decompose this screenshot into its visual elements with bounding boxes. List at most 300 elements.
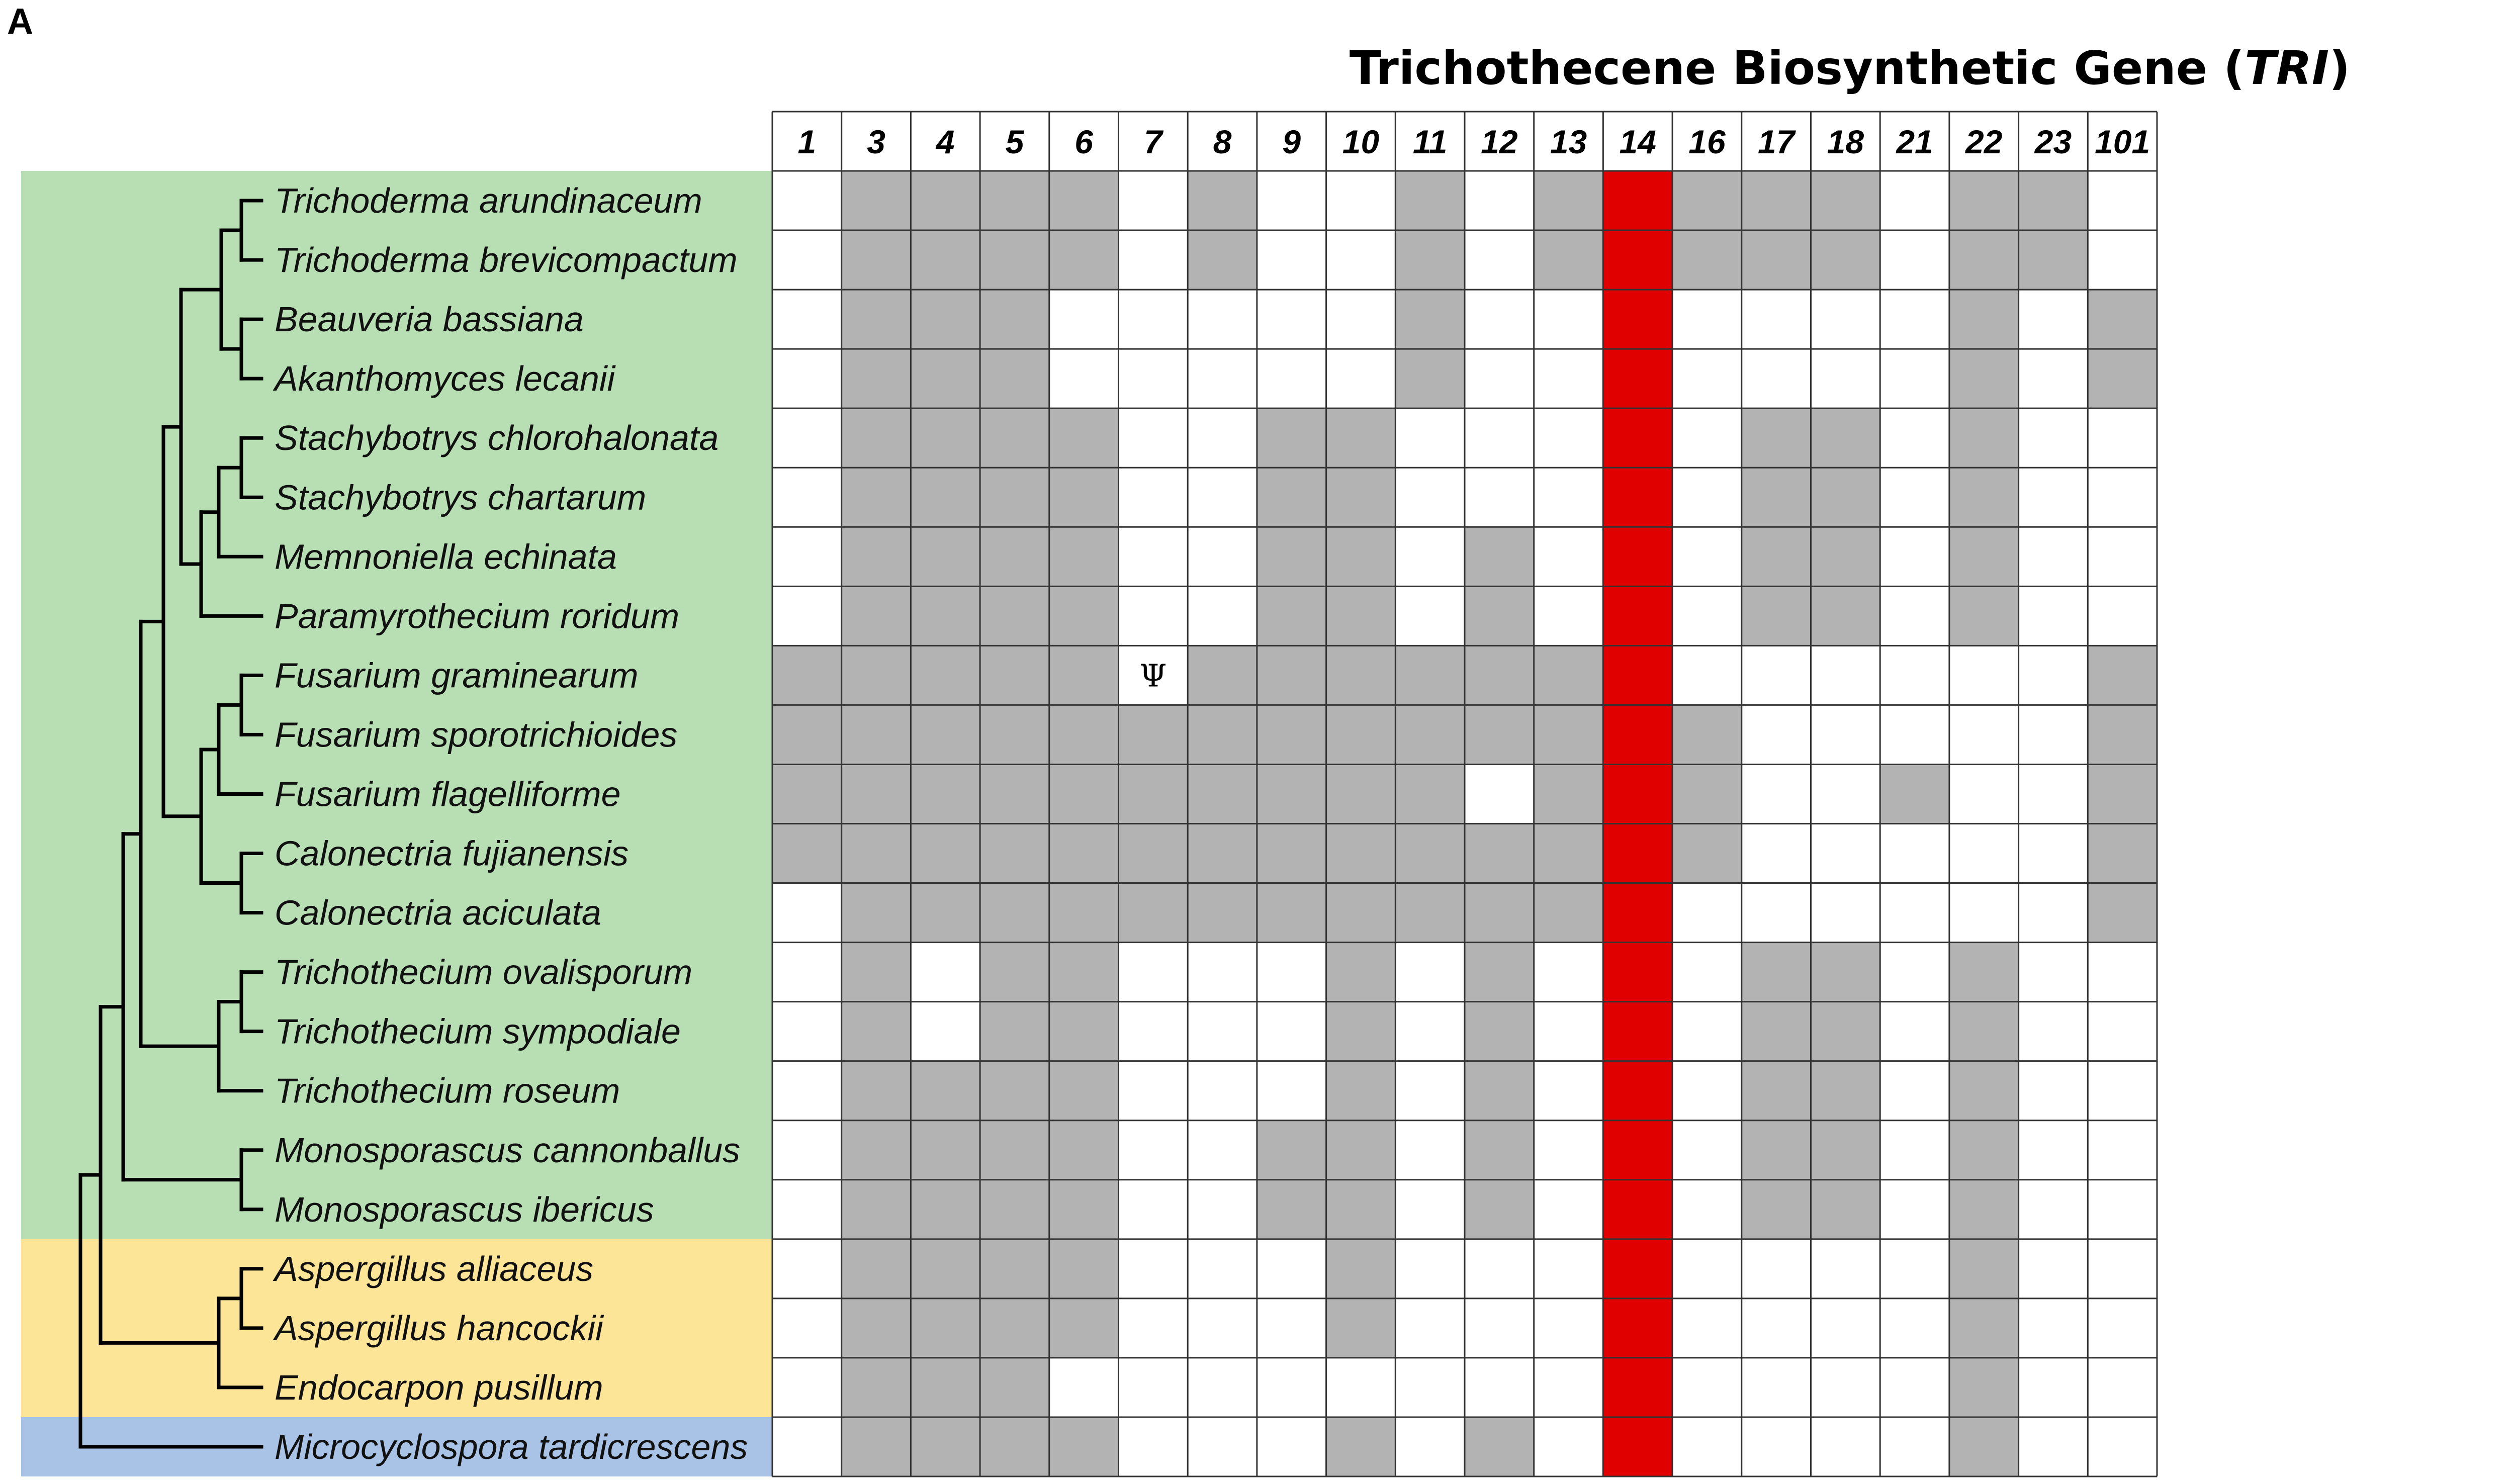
matrix-cell	[1049, 645, 1119, 705]
matrix-cell	[1880, 290, 1949, 349]
matrix-cell	[772, 764, 842, 823]
matrix-cell	[1465, 586, 1534, 645]
matrix-cell	[1534, 1239, 1603, 1298]
matrix-cell	[980, 883, 1049, 943]
matrix-cell	[1880, 1002, 1949, 1061]
matrix-cell	[1672, 171, 1742, 230]
matrix-cell	[980, 1180, 1049, 1239]
matrix-cell	[2088, 705, 2157, 764]
matrix-cell	[2019, 468, 2088, 527]
matrix-cell	[1880, 764, 1949, 823]
matrix-cell	[1672, 943, 1742, 1002]
matrix-cell	[842, 705, 911, 764]
matrix-cell	[1672, 230, 1742, 290]
matrix-cell	[1049, 408, 1119, 468]
matrix-cell	[1465, 408, 1534, 468]
matrix-cell	[1742, 290, 1811, 349]
matrix-cell	[1811, 290, 1880, 349]
matrix-cell	[1880, 1061, 1949, 1121]
matrix-cell	[1465, 1417, 1534, 1476]
matrix-cell	[2088, 1417, 2157, 1476]
gene-header-tri4: 4	[936, 123, 955, 160]
matrix-cell	[1603, 1121, 1672, 1180]
matrix-cell	[1603, 1298, 1672, 1358]
matrix-cell	[1949, 408, 2019, 468]
matrix-cell	[1257, 705, 1326, 764]
matrix-cell	[1465, 1121, 1534, 1180]
matrix-cell	[1326, 705, 1396, 764]
matrix-cell	[842, 290, 911, 349]
matrix-cell	[842, 1298, 911, 1358]
matrix-cell	[842, 1180, 911, 1239]
matrix-cell	[1949, 1417, 2019, 1476]
matrix-cell	[1880, 230, 1949, 290]
matrix-cell	[1880, 1298, 1949, 1358]
matrix-cell	[1119, 883, 1188, 943]
matrix-cell	[1949, 230, 2019, 290]
title-suffix: )	[2329, 41, 2351, 95]
matrix-cell	[1742, 468, 1811, 527]
matrix-cell	[1534, 824, 1603, 883]
pseudogene-marker: Ψ	[1139, 657, 1167, 694]
gene-header-tri16: 16	[1688, 123, 1726, 160]
matrix-cell	[1534, 1121, 1603, 1180]
matrix-cell	[1395, 705, 1465, 764]
matrix-cell	[1949, 824, 2019, 883]
matrix-cell	[1326, 764, 1396, 823]
matrix-cell	[772, 349, 842, 408]
matrix-cell	[842, 1417, 911, 1476]
matrix-cell	[980, 1298, 1049, 1358]
matrix-cell	[1326, 290, 1396, 349]
matrix-cell	[1534, 230, 1603, 290]
matrix-cell	[1880, 1239, 1949, 1298]
matrix-cell	[842, 1358, 911, 1417]
matrix-cell	[1811, 883, 1880, 943]
matrix-cell	[842, 230, 911, 290]
matrix-cell	[1049, 824, 1119, 883]
matrix-cell	[911, 171, 980, 230]
gene-header-tri3: 3	[867, 123, 885, 160]
matrix-cell	[1395, 290, 1465, 349]
matrix-cell	[842, 408, 911, 468]
matrix-cell	[1188, 408, 1257, 468]
matrix-cell	[772, 1061, 842, 1121]
matrix-cell	[842, 824, 911, 883]
matrix-cell	[1257, 1417, 1326, 1476]
matrix-cell	[2088, 1180, 2157, 1239]
matrix-cell	[772, 1417, 842, 1476]
matrix-cell	[1395, 824, 1465, 883]
matrix-cell	[1188, 645, 1257, 705]
matrix-cell	[2019, 1239, 2088, 1298]
matrix-cell	[1672, 705, 1742, 764]
matrix-cell	[1188, 1121, 1257, 1180]
matrix-cell	[1119, 1180, 1188, 1239]
matrix-cell	[911, 1002, 980, 1061]
species-label: Paramyrothecium roridum	[275, 596, 680, 636]
matrix-cell	[1465, 705, 1534, 764]
matrix-cell	[1603, 1358, 1672, 1417]
matrix-cell	[2088, 230, 2157, 290]
matrix-cell	[1880, 645, 1949, 705]
matrix-cell	[1603, 586, 1672, 645]
matrix-cell	[980, 764, 1049, 823]
matrix-cell	[1257, 1180, 1326, 1239]
matrix-cell	[772, 824, 842, 883]
matrix-cell	[980, 230, 1049, 290]
matrix-cell	[2019, 764, 2088, 823]
matrix-cell	[1188, 527, 1257, 586]
matrix-cell	[1672, 1061, 1742, 1121]
matrix-cell	[1672, 764, 1742, 823]
matrix-cell	[1326, 468, 1396, 527]
matrix-cell	[1811, 705, 1880, 764]
matrix-cell	[1880, 1180, 1949, 1239]
species-label: Aspergillus hancockii	[275, 1308, 603, 1348]
matrix-cell	[911, 230, 980, 290]
matrix-cell	[1326, 171, 1396, 230]
matrix-cell	[1672, 883, 1742, 943]
species-label: Calonectria fujianensis	[275, 833, 629, 873]
matrix-cell	[1742, 943, 1811, 1002]
matrix-cell	[911, 290, 980, 349]
matrix-cell	[1119, 824, 1188, 883]
matrix-cell	[1672, 1121, 1742, 1180]
matrix-cell	[2088, 764, 2157, 823]
matrix-cell	[1742, 1239, 1811, 1298]
matrix-cell	[1257, 645, 1326, 705]
matrix-cell	[980, 527, 1049, 586]
matrix-cell	[1465, 883, 1534, 943]
matrix-cell	[1395, 943, 1465, 1002]
matrix-cell	[980, 1358, 1049, 1417]
matrix-cell	[1395, 408, 1465, 468]
matrix-cell	[772, 408, 842, 468]
matrix-cell	[1465, 171, 1534, 230]
matrix-cell	[1326, 1121, 1396, 1180]
matrix-cell	[1811, 1239, 1880, 1298]
matrix-cell	[2019, 1180, 2088, 1239]
matrix-cell	[911, 1239, 980, 1298]
matrix-cell	[1742, 171, 1811, 230]
matrix-cell	[1119, 349, 1188, 408]
matrix-cell	[1257, 1358, 1326, 1417]
matrix-cell	[1465, 468, 1534, 527]
matrix-cell	[1742, 1002, 1811, 1061]
matrix-cell	[1811, 527, 1880, 586]
matrix-cell	[911, 943, 980, 1002]
matrix-cell	[1395, 645, 1465, 705]
matrix-cell	[2088, 290, 2157, 349]
matrix-cell	[1257, 290, 1326, 349]
matrix-cell	[772, 1002, 842, 1061]
matrix-cell	[2088, 1239, 2157, 1298]
matrix-cell	[1465, 290, 1534, 349]
matrix-cell	[911, 1121, 980, 1180]
matrix-cell	[1811, 586, 1880, 645]
matrix-cell	[1049, 290, 1119, 349]
matrix-cell	[1119, 586, 1188, 645]
species-label: Calonectria aciculata	[275, 893, 601, 933]
matrix-cell	[1465, 1298, 1534, 1358]
matrix-cell	[911, 349, 980, 408]
matrix-cell	[1811, 764, 1880, 823]
species-label: Fusarium sporotrichioides	[275, 715, 678, 755]
matrix-cell	[1742, 824, 1811, 883]
matrix-cell	[1880, 1121, 1949, 1180]
matrix-cell	[1672, 527, 1742, 586]
gene-header-tri22: 22	[1965, 123, 2003, 160]
matrix-cell	[1672, 645, 1742, 705]
matrix-cell	[1326, 943, 1396, 1002]
matrix-cell	[1811, 230, 1880, 290]
matrix-cell	[1672, 586, 1742, 645]
matrix-cell	[1534, 468, 1603, 527]
matrix-cell	[1811, 1180, 1880, 1239]
matrix-cell	[1949, 171, 2019, 230]
matrix-cell	[1119, 764, 1188, 823]
matrix-cell	[1326, 1180, 1396, 1239]
matrix-cell	[1880, 468, 1949, 527]
gene-header-tri101: 101	[2095, 123, 2150, 160]
matrix-cell	[1603, 1002, 1672, 1061]
matrix-cell	[1949, 349, 2019, 408]
matrix-cell	[1049, 1180, 1119, 1239]
matrix-cell	[1395, 527, 1465, 586]
matrix-cell	[842, 764, 911, 823]
matrix-cell	[980, 1417, 1049, 1476]
matrix-cell	[1326, 527, 1396, 586]
matrix-cell	[1119, 1061, 1188, 1121]
matrix-cell	[1465, 1002, 1534, 1061]
matrix-cell	[1326, 586, 1396, 645]
matrix-cell	[2088, 1002, 2157, 1061]
matrix-cell	[2019, 943, 2088, 1002]
matrix-cell	[1049, 1061, 1119, 1121]
matrix-cell	[1049, 1417, 1119, 1476]
species-label: Stachybotrys chartarum	[275, 478, 647, 517]
matrix-cell	[2088, 468, 2157, 527]
matrix-cell	[1395, 230, 1465, 290]
matrix-cell	[1326, 408, 1396, 468]
matrix-cell	[2088, 645, 2157, 705]
matrix-cell	[1672, 824, 1742, 883]
matrix-cell	[1188, 764, 1257, 823]
matrix-cell	[1188, 468, 1257, 527]
matrix-cell	[1188, 705, 1257, 764]
matrix-cell	[2019, 1061, 2088, 1121]
matrix-cell	[772, 1298, 842, 1358]
matrix-cell	[772, 1121, 842, 1180]
matrix-cell	[1672, 1180, 1742, 1239]
matrix-cell	[772, 290, 842, 349]
matrix-cell	[1257, 230, 1326, 290]
matrix-cell	[1049, 1358, 1119, 1417]
matrix-cell	[842, 527, 911, 586]
matrix-cell	[842, 883, 911, 943]
matrix-cell	[1049, 1298, 1119, 1358]
matrix-cell	[1257, 1239, 1326, 1298]
gene-header-tri17: 17	[1757, 123, 1795, 160]
matrix-cell	[842, 1061, 911, 1121]
matrix-cell	[980, 1239, 1049, 1298]
matrix-cell	[1188, 824, 1257, 883]
matrix-cell	[1949, 1298, 2019, 1358]
gene-headers	[797, 123, 2150, 160]
matrix-cell	[772, 468, 842, 527]
matrix-cell	[842, 349, 911, 408]
matrix-cell	[911, 1061, 980, 1121]
matrix-cell	[911, 705, 980, 764]
matrix-cell	[842, 586, 911, 645]
matrix-cell	[2019, 1121, 2088, 1180]
matrix-cell	[1326, 645, 1396, 705]
matrix-cell	[1949, 943, 2019, 1002]
matrix-cell	[980, 586, 1049, 645]
matrix-cell	[911, 586, 980, 645]
matrix-cell	[1880, 824, 1949, 883]
matrix-cell	[980, 645, 1049, 705]
matrix-cell	[842, 1121, 911, 1180]
matrix-cell	[1949, 586, 2019, 645]
matrix-cell	[772, 705, 842, 764]
matrix-cell	[2019, 349, 2088, 408]
matrix-cell	[1949, 1239, 2019, 1298]
matrix-cell	[2019, 1358, 2088, 1417]
matrix-cell	[1395, 1121, 1465, 1180]
matrix-cell	[1257, 527, 1326, 586]
matrix-cell	[1949, 468, 2019, 527]
matrix-cell	[1880, 1417, 1949, 1476]
matrix-cell	[1603, 290, 1672, 349]
matrix-cell	[2019, 230, 2088, 290]
matrix-cell	[772, 171, 842, 230]
matrix-cell	[1049, 468, 1119, 527]
matrix-cell	[1811, 408, 1880, 468]
species-label: Memnoniella echinata	[275, 537, 617, 577]
matrix-cell	[1119, 1358, 1188, 1417]
gene-header-tri10: 10	[1342, 123, 1380, 160]
matrix-cell	[1326, 824, 1396, 883]
matrix-cell	[1811, 1417, 1880, 1476]
matrix-cell	[1257, 1061, 1326, 1121]
matrix-cell	[1811, 1298, 1880, 1358]
matrix-cell	[1949, 1180, 2019, 1239]
matrix-cell	[1603, 230, 1672, 290]
species-label: Trichothecium sympodiale	[275, 1011, 681, 1051]
species-label: Monosporascus cannonballus	[275, 1130, 741, 1170]
matrix-cell	[1257, 824, 1326, 883]
matrix-cell	[1603, 645, 1672, 705]
matrix-cell	[1326, 1298, 1396, 1358]
matrix-cell	[1188, 586, 1257, 645]
matrix-cell	[1603, 943, 1672, 1002]
gene-header-tri18: 18	[1827, 123, 1864, 160]
matrix-cell	[1326, 230, 1396, 290]
matrix-cell	[1603, 824, 1672, 883]
matrix-cell	[911, 1358, 980, 1417]
matrix-cell	[2088, 408, 2157, 468]
matrix-cell	[1534, 764, 1603, 823]
matrix-cell	[1880, 943, 1949, 1002]
matrix-cell	[1811, 1358, 1880, 1417]
matrix-cell	[1119, 468, 1188, 527]
matrix-cell	[1465, 764, 1534, 823]
matrix-cell	[1395, 1180, 1465, 1239]
matrix-cell	[1603, 883, 1672, 943]
matrix-cell	[772, 883, 842, 943]
matrix-cell	[772, 586, 842, 645]
matrix-cell	[1188, 290, 1257, 349]
matrix-cell	[1603, 1417, 1672, 1476]
matrix-cell	[1603, 349, 1672, 408]
matrix-cell	[1672, 408, 1742, 468]
matrix-cell	[911, 527, 980, 586]
matrix-cell	[1257, 1121, 1326, 1180]
matrix-cell	[1949, 1121, 2019, 1180]
matrix-cell	[2019, 824, 2088, 883]
matrix-cell	[772, 943, 842, 1002]
matrix-cell	[1534, 527, 1603, 586]
matrix-cell	[1188, 230, 1257, 290]
matrix-cell	[1603, 1180, 1672, 1239]
matrix-cell	[1326, 1061, 1396, 1121]
matrix-cell	[1465, 230, 1534, 290]
matrix-cell	[842, 171, 911, 230]
matrix-cell	[911, 468, 980, 527]
species-label: Aspergillus alliaceus	[275, 1249, 594, 1288]
matrix-cell	[911, 824, 980, 883]
matrix-cell	[1188, 1002, 1257, 1061]
matrix-cell	[980, 1061, 1049, 1121]
matrix-cell	[1465, 527, 1534, 586]
matrix-cell	[1949, 527, 2019, 586]
matrix-cell	[1395, 1002, 1465, 1061]
gene-header-tri14: 14	[1619, 123, 1656, 160]
matrix-cell	[911, 883, 980, 943]
matrix-cell	[1188, 943, 1257, 1002]
matrix-cell	[1949, 290, 2019, 349]
matrix-cell	[1049, 764, 1119, 823]
matrix-cell	[911, 1417, 980, 1476]
matrix-cell	[1742, 527, 1811, 586]
matrix-cell	[1811, 1002, 1880, 1061]
panel-label: A	[7, 2, 33, 42]
matrix-cell	[1049, 586, 1119, 645]
matrix-cell	[1049, 527, 1119, 586]
matrix-cell	[2019, 1417, 2088, 1476]
matrix-cell	[1465, 1239, 1534, 1298]
matrix-cell	[1742, 1180, 1811, 1239]
matrix-cell	[1395, 586, 1465, 645]
species-label: Beauveria bassiana	[275, 300, 584, 339]
matrix-cell	[1672, 1002, 1742, 1061]
matrix-cell	[1811, 1061, 1880, 1121]
matrix-cell	[1119, 527, 1188, 586]
matrix-cell	[1395, 468, 1465, 527]
matrix-cell	[1742, 408, 1811, 468]
matrix-cell	[2088, 1298, 2157, 1358]
matrix-cell	[842, 645, 911, 705]
gene-header-tri1: 1	[797, 123, 817, 160]
matrix-cell	[1465, 645, 1534, 705]
matrix-cell	[1188, 1298, 1257, 1358]
matrix-cell	[1257, 171, 1326, 230]
matrix-cell	[2019, 527, 2088, 586]
matrix-cell	[1534, 1358, 1603, 1417]
matrix-cell	[1119, 1121, 1188, 1180]
